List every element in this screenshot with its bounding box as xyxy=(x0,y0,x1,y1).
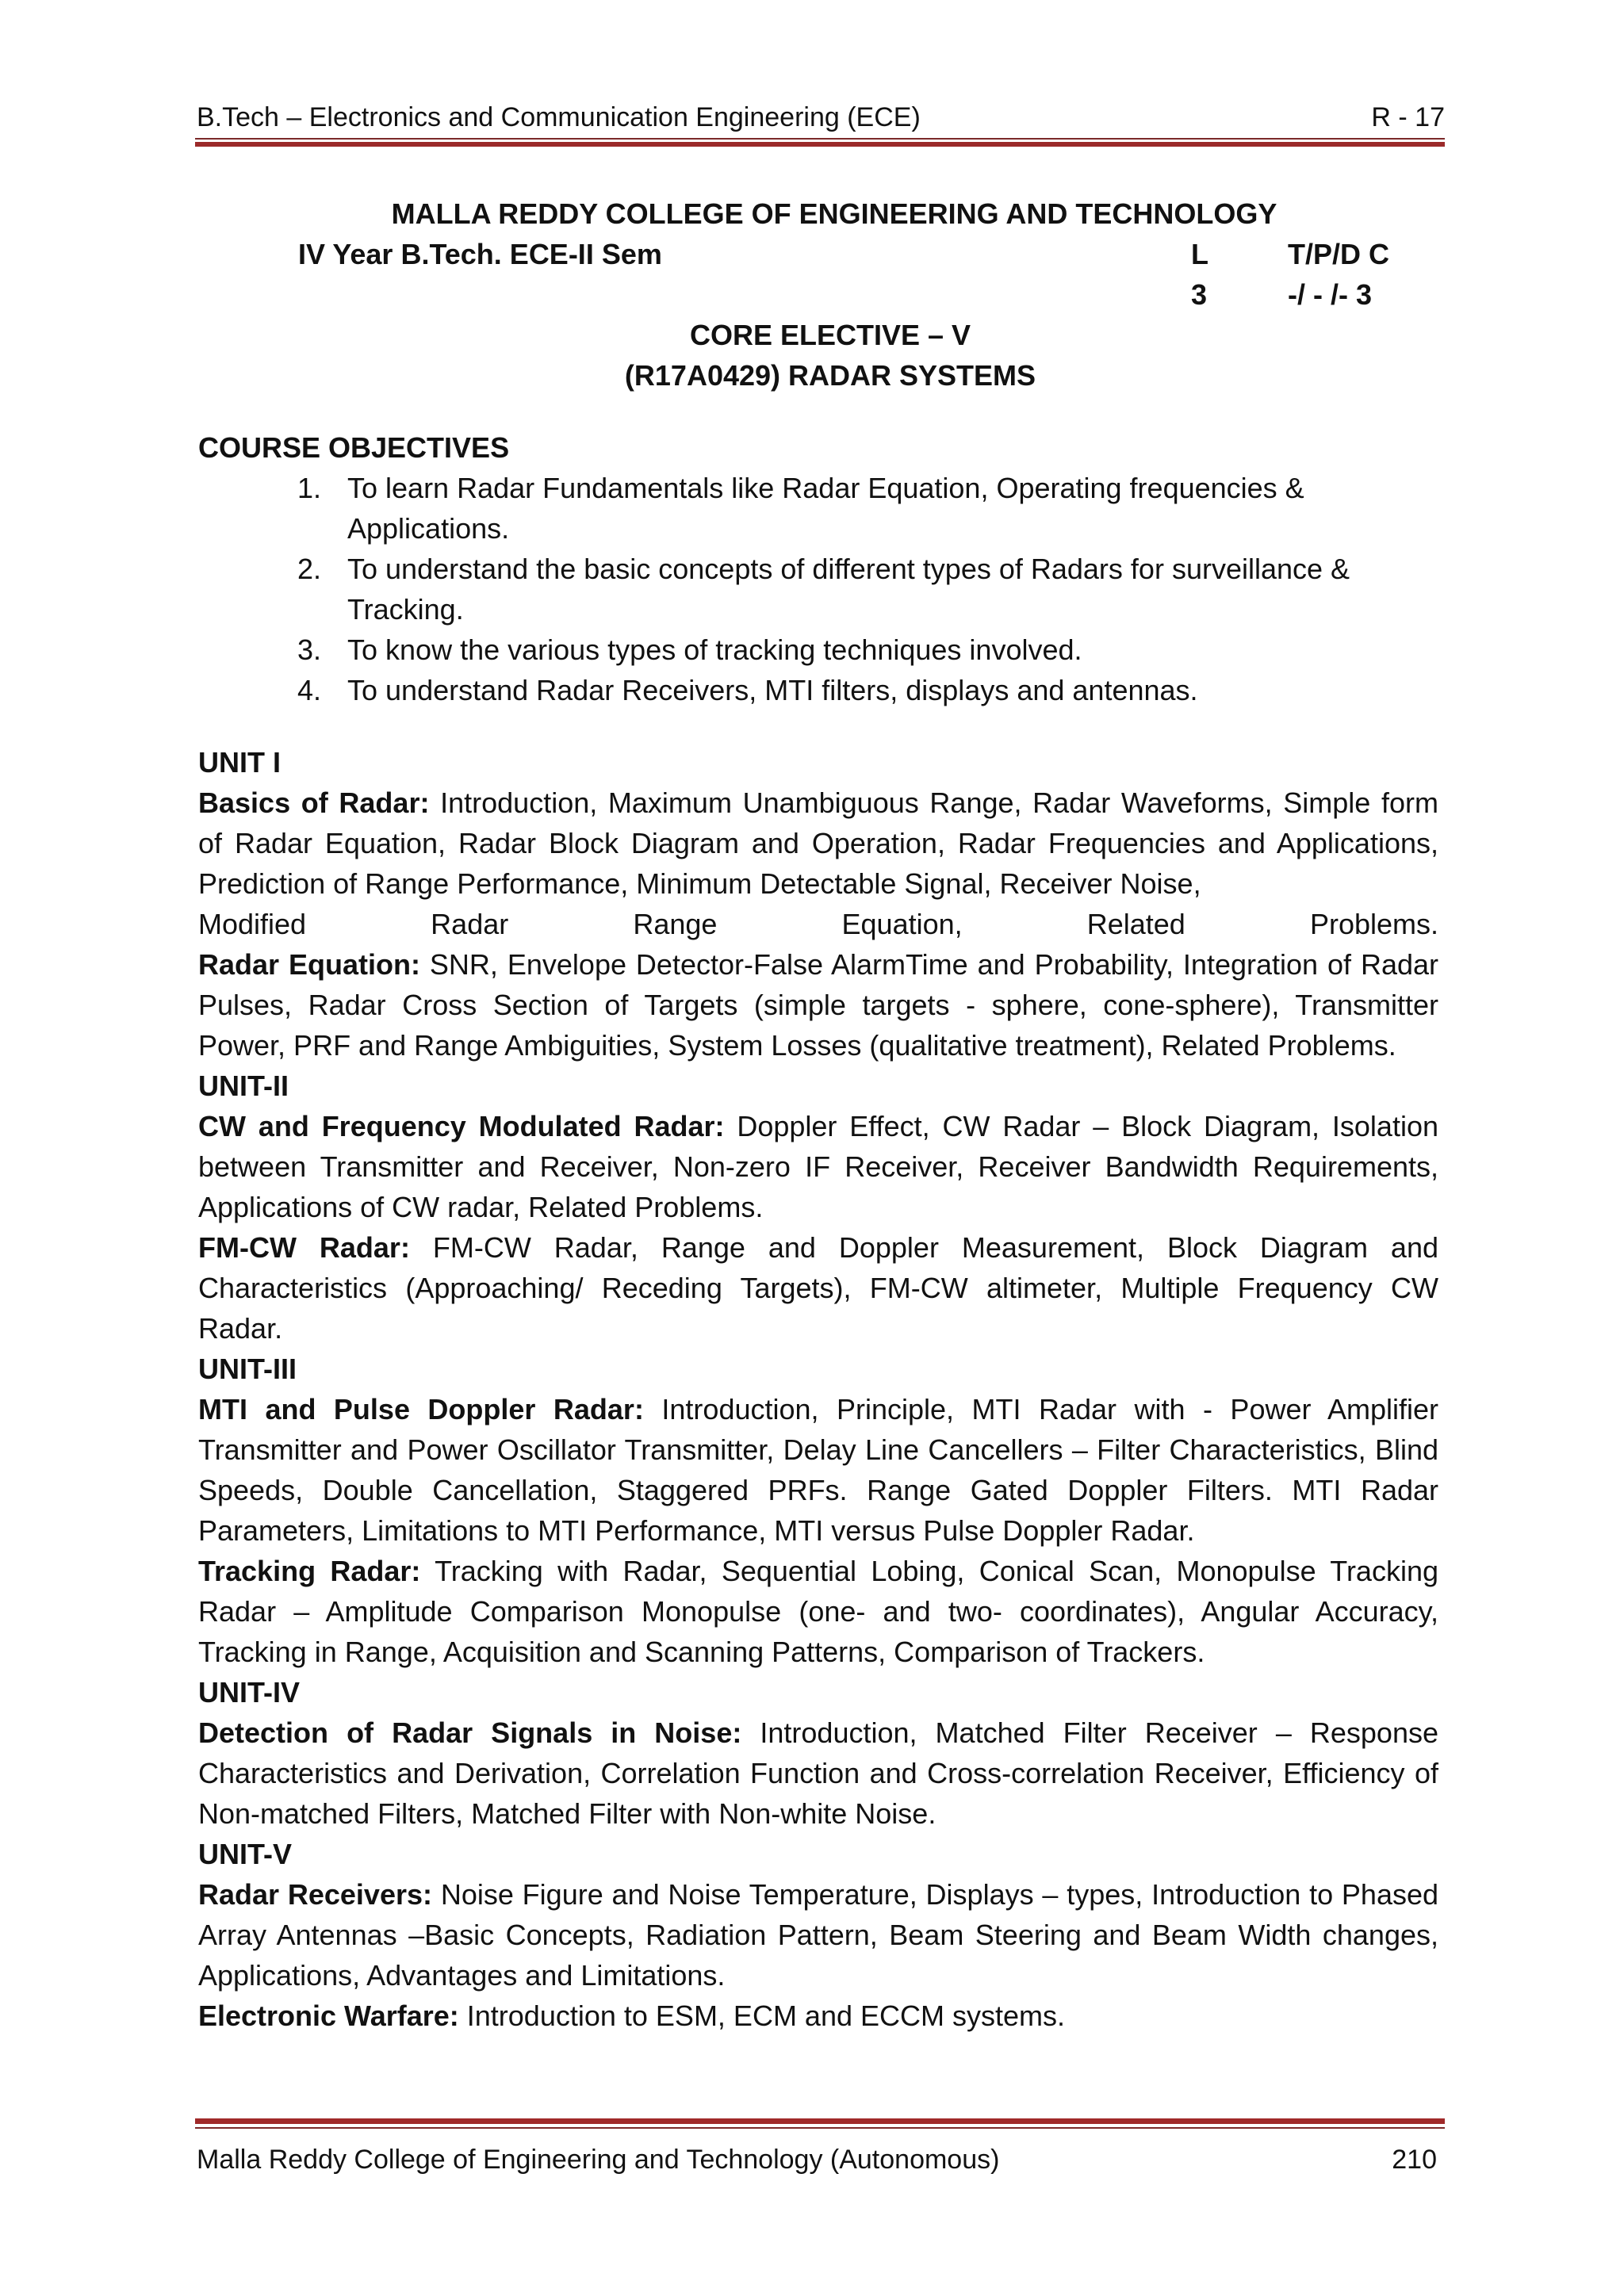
objective-item: 2. To understand the basic concepts of different types of Radars for surveillance & Tracking. xyxy=(297,553,1350,626)
unit-2-topic-1: CW and Frequency Modulated Radar: Doppler Effect, CW Radar – Block Diagram, Isolation between Transmitter and Receiver, Non-zero IF Receiver, Receiver Bandwidth Requirements, Applications of CW radar, Related Problems. xyxy=(198,1110,1438,1223)
college-name: MALLA REDDY COLLEGE OF ENGINEERING AND TECHNOLOGY xyxy=(391,197,1277,230)
header-rule xyxy=(195,138,1445,147)
unit-3-heading: UNIT-III xyxy=(198,1353,297,1385)
ltpc-label-l: L xyxy=(1191,238,1208,270)
header-program: B.Tech – Electronics and Communication Engineering (ECE) xyxy=(197,102,921,132)
unit-3-topic-1: MTI and Pulse Doppler Radar: Introduction, Principle, MTI Radar with - Power Amplifier Transmitter and Power Oscillator Transmitter, Delay Line Cancellers – Filter Characteristics, Blind Speeds, Double Cancellation, Staggered PRFs. Range Gated Doppler Filters. MTI Radar Parameters, Limitations to MTI Performance, MTI versus Pulse Doppler Radar. xyxy=(198,1393,1438,1547)
objective-item: 3. To know the various types of tracking techniques involved. xyxy=(297,633,1082,666)
syllabus-content xyxy=(198,193,1438,2036)
year-semester: IV Year B.Tech. ECE-II Sem xyxy=(298,238,662,270)
ltpc-value-l: 3 xyxy=(1191,278,1208,311)
ltpc-header-row xyxy=(198,234,1438,274)
unit-2-topic-2: FM-CW Radar: FM-CW Radar, Range and Doppler Measurement, Block Diagram and Characteristics (Approaching/ Receding Targets), FM-CW altimeter, Multiple Frequency CW Radar. xyxy=(198,1231,1438,1345)
unit-1-topic-1-tail: Modified Radar Range Equation, Related Problems. xyxy=(198,908,1438,940)
unit-4-heading: UNIT-IV xyxy=(198,1676,301,1709)
unit-5-heading: UNIT-V xyxy=(198,1838,293,1870)
unit-1-topic-1: Basics of Radar: Introduction, Maximum Unambiguous Range, Radar Waveforms, Simple form of Radar Equation, Radar Block Diagram and Operation, Radar Frequencies and Applications, Prediction of Range Performance, Minimum Detectable Signal, Receiver Noise, xyxy=(198,786,1438,900)
unit-5-topic-2: Electronic Warfare: Introduction to ESM, ECM and ECCM systems. xyxy=(198,1999,1066,2032)
objectives-list xyxy=(198,468,1438,710)
page-number: 210 xyxy=(1392,2145,1437,2175)
unit-1-topic-2: Radar Equation: SNR, Envelope Detector-False AlarmTime and Probability, Integration of Radar Pulses, Radar Cross Section of Targets (simple targets - sphere, cone-sphere), Transmitter Power, PRF and Range Ambiguities, System Losses (qualitative treatment), Related Problems. xyxy=(198,948,1439,1062)
objective-item: 1. To learn Radar Fundamentals like Radar Equation, Operating frequencies & Applications. xyxy=(297,472,1304,545)
header-regulation: R - 17 xyxy=(1371,102,1445,132)
ltpc-value-tpdc: -/ - /- 3 xyxy=(1288,278,1372,311)
elective-label: CORE ELECTIVE – V xyxy=(689,319,971,351)
page-header xyxy=(197,100,1445,135)
unit-5-topic-1: Radar Receivers: Noise Figure and Noise Temperature, Displays – types, Introduction to Phased Array Antennas –Basic Concepts, Radiation Pattern, Beam Steering and Beam Width changes, Applications, Advantages and Limitations. xyxy=(198,1878,1439,1992)
course-title: (R17A0429) RADAR SYSTEMS xyxy=(624,359,1036,392)
page-footer xyxy=(197,2142,1437,2177)
ltpc-value-row xyxy=(198,274,1438,315)
footer-rule xyxy=(195,2118,1445,2129)
unit-1-heading: UNIT I xyxy=(198,746,281,779)
unit-3-topic-2: Tracking Radar: Tracking with Radar, Sequential Lobing, Conical Scan, Monopulse Tracking Radar – Amplitude Comparison Monopulse (one- and two- coordinates), Angular Accuracy, Tracking in Range, Acquisition and Scanning Patterns, Comparison of Trackers. xyxy=(198,1555,1438,1668)
unit-4-topic-1: Detection of Radar Signals in Noise: Introduction, Matched Filter Receiver – Response Characteristics and Derivation, Correlation Function and Cross-correlation Receiver, Efficiency of Non-matched Filters, Matched Filter with Non-white Noise. xyxy=(198,1716,1439,1830)
footer-college: Malla Reddy College of Engineering and Technology (Autonomous) xyxy=(197,2145,1000,2175)
ltpc-label-tpdc: T/P/D C xyxy=(1288,238,1390,270)
unit-2-heading: UNIT-II xyxy=(198,1070,289,1102)
objectives-heading: COURSE OBJECTIVES xyxy=(198,431,510,464)
objective-item: 4. To understand Radar Receivers, MTI filters, displays and antennas. xyxy=(297,674,1198,706)
